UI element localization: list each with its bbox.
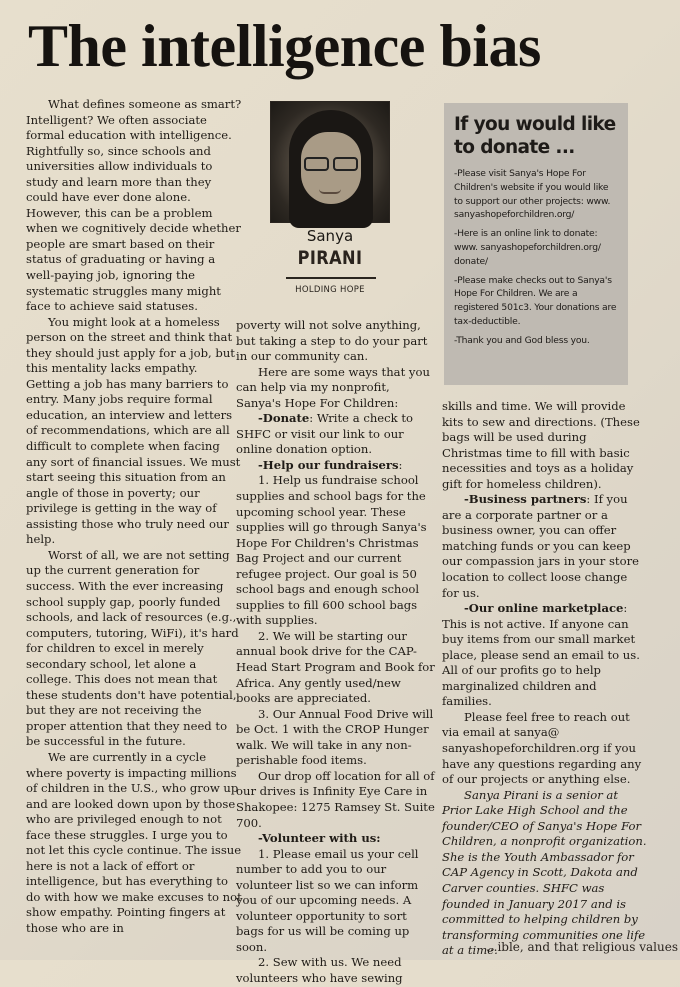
fundraisers-label: -Help our fundraisers <box>258 457 399 472</box>
author-photo <box>270 101 390 223</box>
sidebar-title: If you would like to donate ... <box>454 114 616 158</box>
sidebar-item: -Here is an online link to donate: www. sanyashopeforchildren.org/ donate/ <box>454 228 601 267</box>
fundraisers-heading <box>236 458 436 474</box>
sidebar-item: -Please make checks out to Sanya's Hope For Children. We are a registered 501c3. Your donations are tax-deductible. <box>454 274 617 327</box>
article-column-3 <box>442 399 647 959</box>
donate-paragraph <box>236 411 436 458</box>
column-name: HOLDING HOPE <box>295 285 365 295</box>
headline: The intelligence bias <box>28 13 541 79</box>
business-label: -Business partners <box>464 492 587 507</box>
paragraph: Worst of all, we are not setting up the current generation for success. With the ever increasing school supply gap, poorly funded schools, and lack of resources (e.g., computers, tutoring, WiFi), it's hard for children to excel in merely secondary school, let alone a college. This does not mean that these students don't have potential, but they are not receiving the proper attention that they need to be successful in the future. <box>26 547 239 749</box>
article-column-1 <box>26 97 244 937</box>
paragraph: skills and time. We will provide kits to sew and directions. (These bags will be used during Christmas time to fill with basic necessities and toys as a holiday gift for homeless children). <box>442 399 640 491</box>
paragraph: We are currently in a cycle where poverty is impacting millions of children in the U.S., who grow up and are looked down upon by those who are privileged enough to not face these struggles. I urge you to not let this cycle continue. The issue here is not a lack of effort or intelligence, but has everything to do with how we make excuses to not show empathy. Pointing fingers at those who are in <box>26 749 242 935</box>
paragraph: Please feel free to reach out via email at sanya@ sanyashopeforchildren.org if you have any questions regarding any of our projects or anything else. <box>442 709 642 787</box>
donate-label: -Donate <box>258 411 310 426</box>
marketplace-paragraph <box>442 601 647 710</box>
byline-divider <box>286 277 376 279</box>
paragraph: What defines someone as smart? Intelligent? We often associate formal education with intelligence. Rightfully so, since schools and universities allow individuals to study and learn more than they could have ever done alone. However, this can be a problem when we cognitively decide whether people are smart based on their status of graduating or having a well-paying job, ignoring the systematic struggles many might face to achieve said statuses. <box>26 97 242 314</box>
donate-sidebar <box>444 103 628 385</box>
author-bio: Sanya Pirani is a senior at Prior Lake High School and the founder/CEO of Sanya's Hope For Children, a nonprofit organization. She is the Youth Ambassador for CAP Agency in Scott, Dakota and Carver counties. SHFC was founded in January 2017 and is committed to helping children by transforming communities one life at a time. <box>442 787 647 958</box>
business-paragraph <box>442 492 647 601</box>
donate-text: : Write a check to SHFC or visit our link to our online donation option. <box>236 411 413 457</box>
next-article-fragment: ...ible, and that religious values <box>486 940 678 954</box>
paragraph: 3. Our Annual Food Drive will be Oct. 1 with the CROP Hunger walk. We will take in any non-perishable food items. <box>236 706 434 768</box>
sidebar-item: -Please visit Sanya's Hope For Children's website if you would like to support our other projects: www. sanyashopeforchildren.org/ <box>454 168 611 221</box>
paragraph: 2. We will be starting our annual book drive for the CAP-Head Start Program and Book for Africa. Any gently used/new books are appreciated. <box>236 628 435 706</box>
business-text: : If you are a corporate partner or a business owner, you can offer matching funds or you can keep our compassion jars in your store location to collect loose change for us. <box>442 492 639 600</box>
article-column-2 <box>236 318 436 987</box>
marketplace-label: -Our online marketplace <box>464 601 624 616</box>
author-last-name: PIRANI <box>297 247 363 269</box>
volunteer-label: -Volunteer with us: <box>258 831 381 846</box>
author-first-name: Sanya <box>306 227 354 245</box>
paragraph: Our drop off location for all of our drives is Infinity Eye Care in Shakopee: 1275 Ramsey St. Suite 700. <box>236 768 435 830</box>
paragraph: You might look at a homeless person on the street and think that they should just apply for a job, but this mentality lacks empathy. Getting a job has many barriers to entry. Many jobs require formal education, an interview and letters of recommendations, which are all difficult to complete when facing any sort of financial issues. We must start seeing this situation from an angle of those in poverty; our privilege is getting in the way of assisting those who truly need our help. <box>26 314 241 547</box>
sidebar-item: -Thank you and God bless you. <box>454 334 590 346</box>
marketplace-text: : This is not active. If anyone can buy items from our small market place, please send an email to us. All of our profits go to help marginalized children and families. <box>442 601 640 709</box>
paragraph: 1. Please email us your cell number to add you to our volunteer list so we can inform you of our upcoming needs. A volunteer opportunity to sort bags for us will be coming up soon. <box>236 846 419 954</box>
volunteer-heading <box>236 831 436 847</box>
paragraph: 1. Help us fundraise school supplies and school bags for the upcoming school year. These supplies will go through Sanya's Hope For Children's Christmas Bag Project and our current refugee project. Our goal is 50 school bags and enough school supplies to fill 600 school bags with supplies. <box>236 473 427 628</box>
paragraph: poverty will not solve anything, but taking a step to do your part in our community can. <box>236 318 428 364</box>
fundraisers-colon: : <box>398 457 403 472</box>
paragraph: Here are some ways that you can help via my nonprofit, Sanya's Hope For Children: <box>236 364 430 410</box>
paragraph: 2. Sew with us. We need volunteers who have sewing <box>236 955 403 985</box>
